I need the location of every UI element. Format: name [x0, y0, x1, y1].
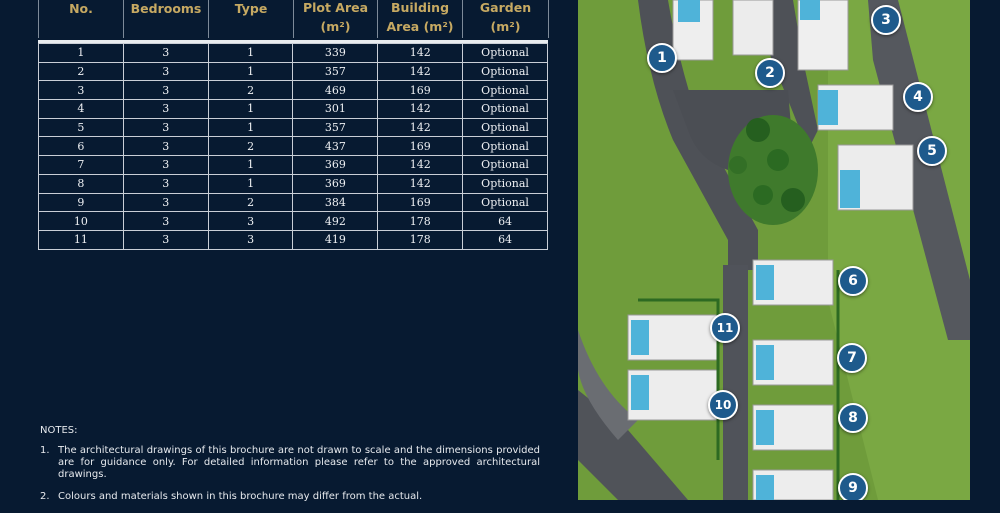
cell-bedrooms: 3	[123, 100, 208, 119]
cell-bedrooms: 3	[123, 44, 208, 63]
cell-building-area: 142	[378, 118, 463, 137]
plot-marker-8[interactable]: 8	[838, 403, 868, 433]
cell-bedrooms: 3	[123, 118, 208, 137]
cell-building-area: 142	[378, 156, 463, 175]
plot-marker-10[interactable]: 10	[708, 390, 738, 420]
cell-type: 1	[208, 62, 293, 81]
cell-no: 5	[39, 118, 124, 137]
cell-garden: Optional	[463, 174, 548, 193]
note-item	[40, 491, 540, 503]
site-plan	[578, 0, 970, 500]
cell-type: 1	[208, 174, 293, 193]
plot-table	[38, 0, 548, 250]
cell-bedrooms: 3	[123, 230, 208, 249]
table-row	[39, 193, 548, 212]
plot-marker-7[interactable]: 7	[837, 343, 867, 373]
cell-bedrooms: 3	[123, 62, 208, 81]
cell-no: 3	[39, 81, 124, 100]
cell-garden: Optional	[463, 44, 548, 63]
table-row	[39, 44, 548, 63]
cell-building-area: 178	[378, 230, 463, 249]
plot-marker-6[interactable]: 6	[838, 266, 868, 296]
page-margin	[970, 0, 1000, 500]
cell-building-area: 169	[378, 137, 463, 156]
road	[723, 265, 748, 500]
cell-bedrooms: 3	[123, 156, 208, 175]
cell-type: 1	[208, 44, 293, 63]
cell-no: 8	[39, 174, 124, 193]
cell-garden: Optional	[463, 193, 548, 212]
cell-building-area: 142	[378, 174, 463, 193]
header-bedrooms: Bedrooms	[124, 0, 209, 38]
note-number: 2.	[40, 491, 50, 502]
table-row	[39, 174, 548, 193]
cell-bedrooms: 3	[123, 193, 208, 212]
note-number: 1.	[40, 445, 50, 456]
cell-plot-area: 369	[293, 174, 378, 193]
table-row	[39, 100, 548, 119]
cell-building-area: 169	[378, 193, 463, 212]
cell-garden: Optional	[463, 137, 548, 156]
table-row	[39, 156, 548, 175]
cell-garden: Optional	[463, 156, 548, 175]
cell-garden: Optional	[463, 62, 548, 81]
cell-garden: 64	[463, 212, 548, 231]
cell-type: 2	[208, 193, 293, 212]
note-text: Colours and materials shown in this brochure may differ from the actual.	[58, 491, 423, 502]
header-no: No.	[39, 0, 124, 38]
cell-no: 10	[39, 212, 124, 231]
cell-garden: Optional	[463, 118, 548, 137]
cell-plot-area: 339	[293, 44, 378, 63]
cell-plot-area: 492	[293, 212, 378, 231]
cell-no: 9	[39, 193, 124, 212]
cell-garden: Optional	[463, 81, 548, 100]
cell-plot-area: 469	[293, 81, 378, 100]
cell-no: 7	[39, 156, 124, 175]
cell-plot-area: 384	[293, 193, 378, 212]
cell-plot-area: 357	[293, 118, 378, 137]
cell-garden: Optional	[463, 100, 548, 119]
cell-bedrooms: 3	[123, 137, 208, 156]
cell-building-area: 142	[378, 100, 463, 119]
cell-bedrooms: 3	[123, 212, 208, 231]
notes-title: NOTES:	[40, 425, 78, 436]
header-plot-area: Plot Area (m²)	[294, 0, 378, 38]
plot-marker-3[interactable]: 3	[871, 5, 901, 35]
header-building-area: Building Area (m²)	[378, 0, 463, 38]
data-table	[38, 43, 548, 250]
cell-no: 11	[39, 230, 124, 249]
note-item	[40, 445, 540, 481]
table-row	[39, 137, 548, 156]
cell-building-area: 169	[378, 81, 463, 100]
plot-marker-1[interactable]: 1	[647, 43, 677, 73]
cell-plot-area: 419	[293, 230, 378, 249]
cell-no: 4	[39, 100, 124, 119]
header-garden: Garden (m²)	[463, 0, 549, 38]
plot-marker-2[interactable]: 2	[755, 58, 785, 88]
cell-bedrooms: 3	[123, 81, 208, 100]
cell-bedrooms: 3	[123, 174, 208, 193]
cell-plot-area: 369	[293, 156, 378, 175]
cell-type: 2	[208, 81, 293, 100]
plot-marker-4[interactable]: 4	[903, 82, 933, 112]
cell-type: 3	[208, 212, 293, 231]
table-row	[39, 62, 548, 81]
cell-no: 2	[39, 62, 124, 81]
cell-no: 1	[39, 44, 124, 63]
cell-building-area: 142	[378, 44, 463, 63]
cell-type: 3	[208, 230, 293, 249]
header-type: Type	[209, 0, 294, 38]
plot-marker-9[interactable]: 9	[838, 473, 868, 500]
cell-plot-area: 437	[293, 137, 378, 156]
cell-plot-area: 357	[293, 62, 378, 81]
cell-plot-area: 301	[293, 100, 378, 119]
cell-type: 2	[208, 137, 293, 156]
cell-type: 1	[208, 118, 293, 137]
table-row	[39, 81, 548, 100]
cell-garden: 64	[463, 230, 548, 249]
cell-building-area: 142	[378, 62, 463, 81]
table-header	[38, 0, 548, 38]
cell-no: 6	[39, 137, 124, 156]
cell-building-area: 178	[378, 212, 463, 231]
cell-type: 1	[208, 156, 293, 175]
table-row	[39, 212, 548, 231]
table-row	[39, 118, 548, 137]
note-text: The architectural drawings of this brochure are not drawn to scale and the dimensions provided are for guidance only. For detailed information please refer to the approved architectural drawings.	[58, 445, 540, 480]
plot-marker-5[interactable]: 5	[917, 136, 947, 166]
table-row	[39, 230, 548, 249]
plot-marker-11[interactable]: 11	[710, 313, 740, 343]
cell-type: 1	[208, 100, 293, 119]
